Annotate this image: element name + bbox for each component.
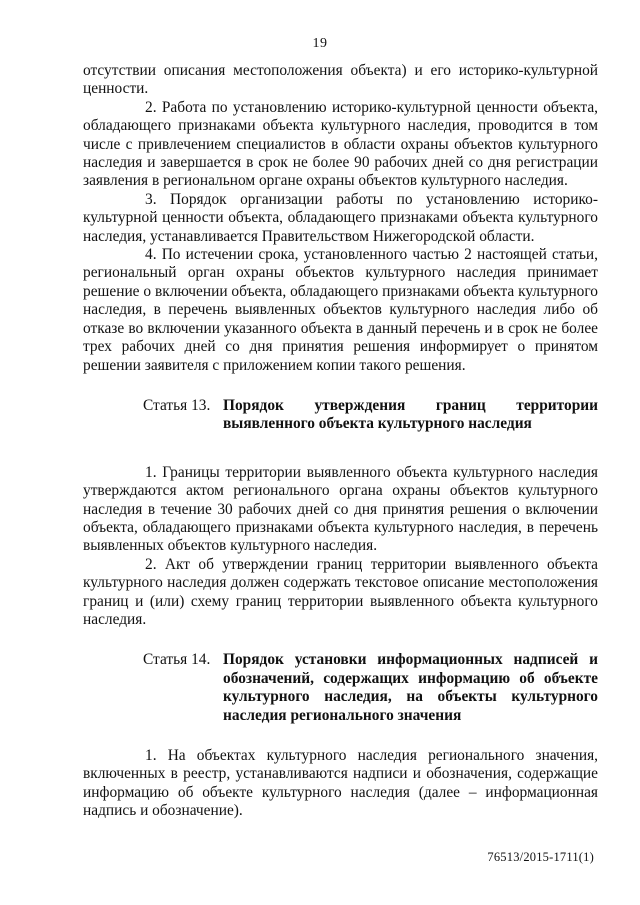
paragraph: 1. Границы территории выявленного объекта культурного наследия утверждаются актом регионального органа охраны объектов культурного наследия в течение 30 рабочих дней со дня принятия решения о включении объекта, обладающего признаками объекта культурного наследия, в перечень выявленных объектов культурного наследия. (83, 463, 598, 555)
paragraph: 4. По истечении срока, установленного частью 2 настоящей статьи, региональный орган охраны объектов культурного наследия принимает решение о включении объекта, обладающего признаками объекта культурного наследия, в перечень выявленных объектов культурного наследия либо об отказе во включении указанного объекта в данный перечень и в срок не более трех рабочих дней со дня принятия решения информирует о принятом решении заявителя с приложением копии такого решения. (83, 246, 598, 374)
paragraph: 2. Акт об утверждении границ территории выявленного объекта культурного наследия должен содержать текстовое описание местоположения границ и (или) схему границ территории выявленного объекта культурного наследия. (83, 555, 598, 628)
paragraph: 2. Работа по установлению историко-культурной ценности объекта, обладающего признаками объекта культурного наследия, проводится в том числе с привлечением специалистов в области охраны объектов культурного наследия и завершается в срок не более 90 рабочих дней со дня регистрации заявления в региональном органе охраны объектов культурного наследия. (83, 98, 598, 190)
paragraph: 1. На объектах культурного наследия регионального значения, включенных в реестр, устанавливаются надписи и обозначения, содержащие информацию об объекте культурного наследия (далее – информационная надпись и обозначение). (83, 747, 598, 820)
article-14-heading (83, 651, 598, 725)
spacer (83, 725, 598, 747)
document-number: 76513/2015-1711(1) (487, 850, 594, 864)
article-number: Статья 14. (143, 651, 211, 669)
article-number: Статья 13. (143, 396, 211, 414)
paragraph-continuation: отсутствии описания местоположения объекта) и его историко-культурной ценности. (83, 62, 598, 98)
article-title: Порядок утверждения границ территории выявленного объекта культурного наследия (223, 396, 598, 433)
article-title: Порядок установки информационных надписей и обозначений, содержащих информацию об объекте культурного наследия, на объекты культурного наследия регионального значения (223, 651, 598, 724)
article-13-heading (83, 397, 598, 434)
document-body (83, 62, 598, 821)
spacer (83, 434, 598, 464)
page-number: 19 (312, 36, 328, 51)
paragraph: 3. Порядок организации работы по установлению историко-культурной ценности объекта, обладающего признаками объекта культурного наследия, устанавливается Правительством Нижегородской области. (83, 190, 598, 245)
